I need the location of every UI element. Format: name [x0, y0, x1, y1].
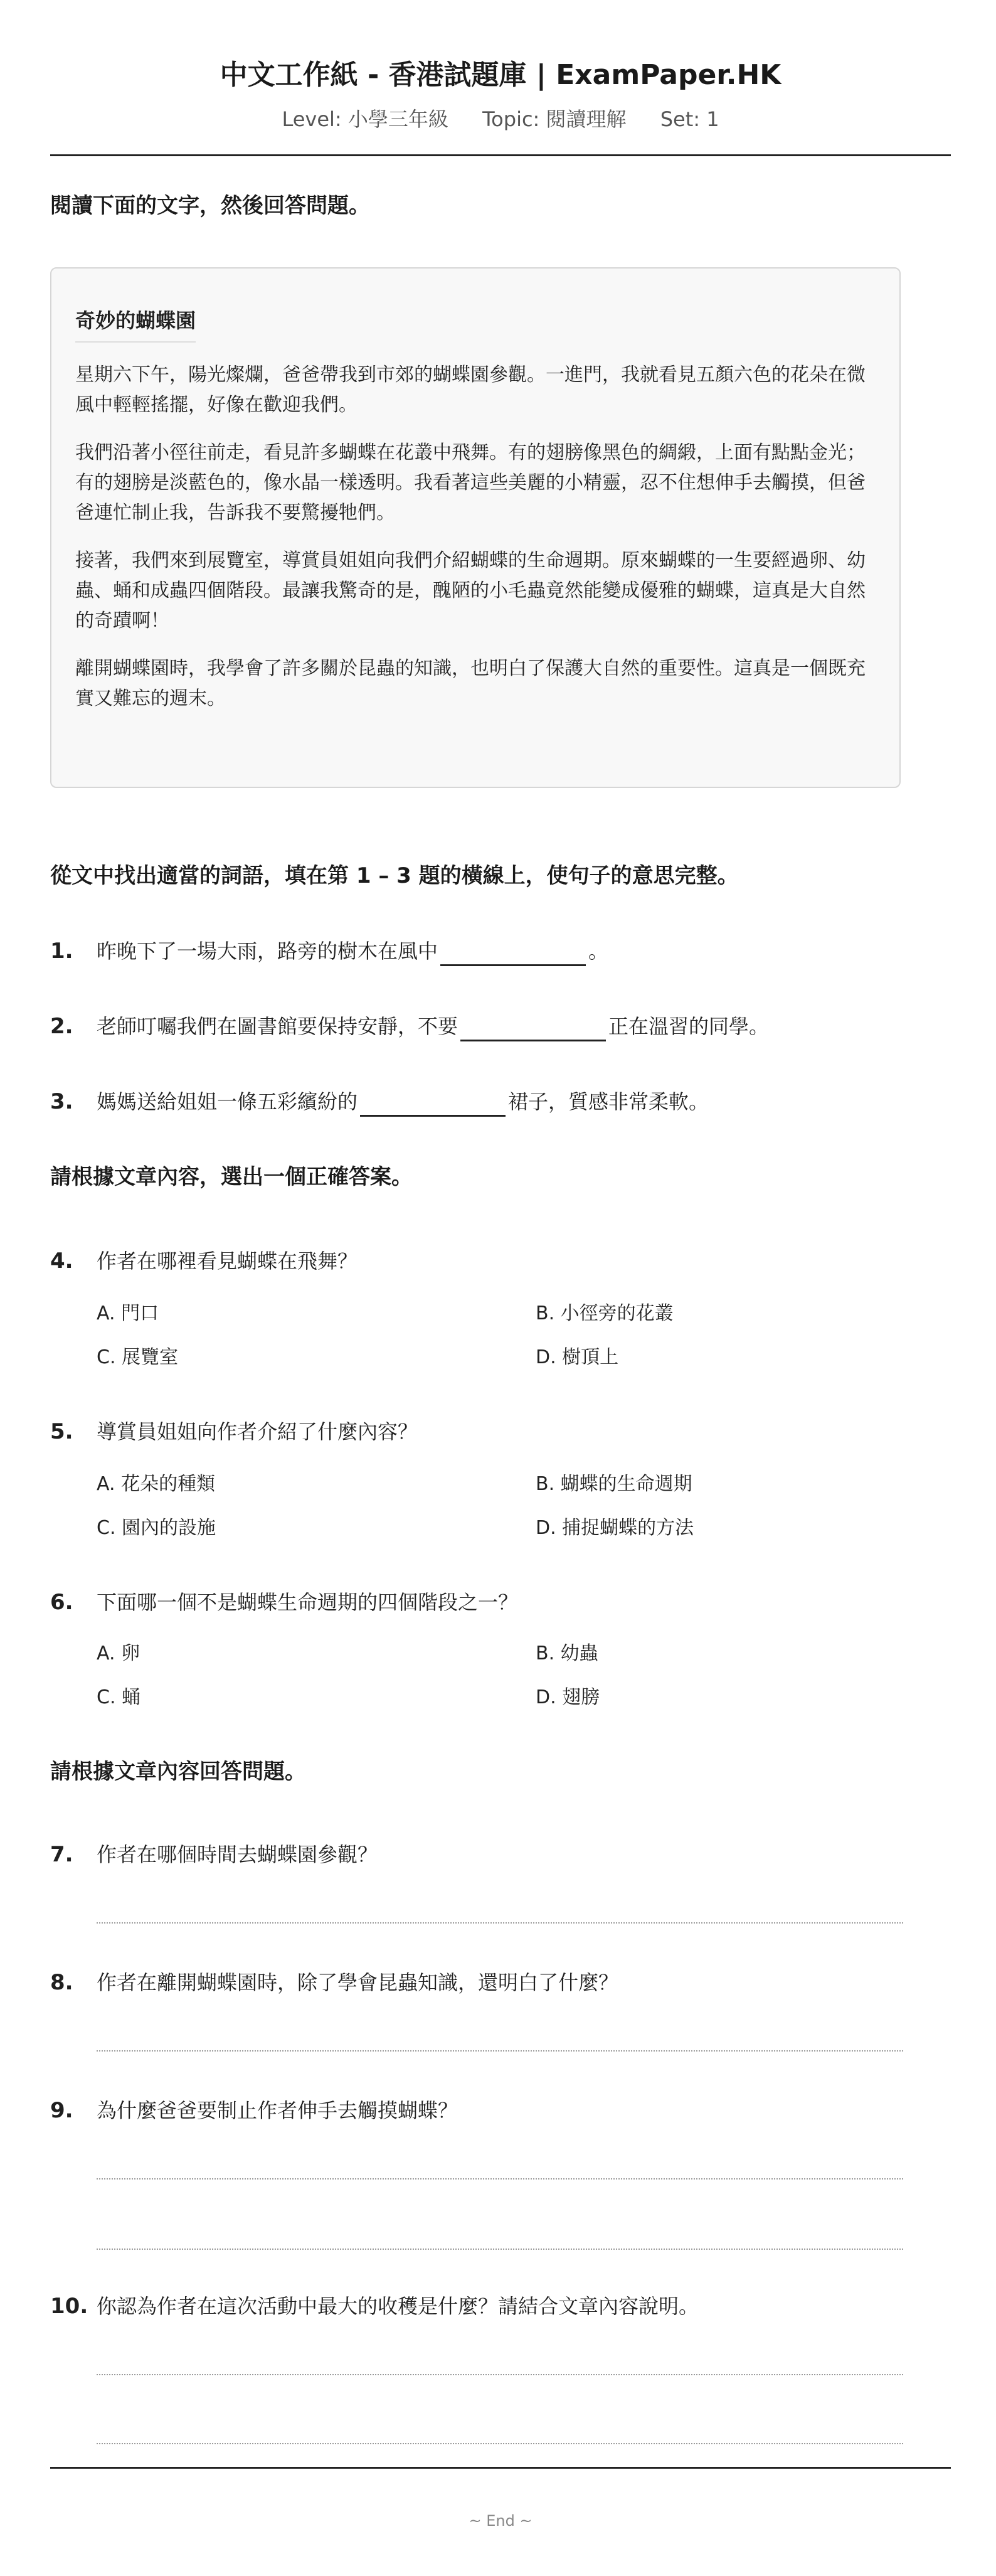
- answer-line[interactable]: [97, 2178, 903, 2179]
- mc-option[interactable]: C. 展覽室: [97, 1346, 179, 1368]
- question-text: [97, 936, 608, 966]
- question-text: 作者在哪個時間去蝴蝶園參觀？: [97, 1843, 378, 1866]
- passage-paragraph: 星期六下午，陽光燦爛，爸爸帶我到市郊的蝴蝶園參觀。一進門，我就看見五顏六色的花朵在微風中輕輕搖擺，好像在歡迎我們。: [75, 364, 866, 416]
- question-text-before: 昨晚下了一場大雨，路旁的樹木在風中: [97, 939, 438, 963]
- question-text: 為什麼爸爸要制止作者伸手去觸摸蝴蝶？: [97, 2099, 458, 2122]
- answer-line[interactable]: [97, 1922, 903, 1924]
- mc-section-instruction: 請根據文章內容，選出一個正確答案。: [50, 1164, 413, 1190]
- mc-option[interactable]: C. 蛹: [97, 1686, 141, 1708]
- question-number: 6.: [50, 1590, 73, 1615]
- footer-divider: [50, 2467, 951, 2469]
- answer-blank[interactable]: [440, 939, 586, 966]
- question-text-before: 媽媽送給姐姐一條五彩繽紛的: [97, 1090, 358, 1114]
- answer-blank[interactable]: [360, 1090, 506, 1117]
- answer-line[interactable]: [97, 2374, 903, 2375]
- header-divider: [50, 154, 951, 156]
- question-text-after: 正在溫習的同學。: [608, 1014, 770, 1038]
- page-title: 中文工作紙 - 香港試題庫 | ExamPaper.HK: [220, 59, 781, 91]
- question-number: 1.: [50, 939, 73, 964]
- mc-option[interactable]: C. 園內的設施: [97, 1517, 216, 1539]
- short-section-instruction: 請根據文章內容回答問題。: [50, 1759, 306, 1784]
- question-text: 作者在哪裡看見蝴蝶在飛舞？: [97, 1249, 358, 1273]
- mc-option[interactable]: B. 蝴蝶的生命週期: [536, 1473, 692, 1495]
- question-text: 導賞員姐姐向作者介紹了什麼內容？: [97, 1420, 418, 1444]
- passage-title: 奇妙的蝴蝶園: [75, 306, 196, 343]
- topic-label: Topic: 閱讀理解: [482, 107, 627, 131]
- reading-passage: [50, 267, 901, 788]
- set-label: Set: 1: [660, 107, 719, 131]
- answer-line[interactable]: [97, 2050, 903, 2052]
- question-number: 2.: [50, 1014, 73, 1039]
- question-number: 7.: [50, 1842, 73, 1867]
- question-number: 5.: [50, 1419, 73, 1444]
- mc-option[interactable]: D. 捕捉蝴蝶的方法: [536, 1517, 694, 1539]
- answer-line[interactable]: [97, 2249, 903, 2250]
- passage-paragraph: 我們沿著小徑往前走，看見許多蝴蝶在花叢中飛舞。有的翅膀像黑色的綢緞，上面有點點金光；有的翅膀是淡藍色的，像水晶一樣透明。我看著這些美麗的小精靈，忍不住想伸手去觸摸，但爸爸連忙制止我，告訴我不要驚擾牠們。: [75, 442, 866, 524]
- mc-option[interactable]: B. 小徑旁的花叢: [536, 1302, 674, 1324]
- question-number: 10.: [50, 2294, 88, 2319]
- question-number: 4.: [50, 1248, 73, 1274]
- mc-option[interactable]: A. 卵: [97, 1642, 140, 1664]
- reading-instruction: 閱讀下面的文字，然後回答問題。: [50, 193, 370, 218]
- fill-section-instruction: 從文中找出適當的詞語，填在第 1 – 3 題的橫線上，使句子的意思完整。: [50, 863, 739, 888]
- level-label: Level: 小學三年級: [282, 107, 448, 131]
- worksheet-header: [50, 56, 951, 133]
- answer-blank[interactable]: [460, 1014, 606, 1041]
- question-number: 9.: [50, 2098, 73, 2123]
- mc-option[interactable]: A. 花朵的種類: [97, 1473, 216, 1495]
- worksheet-page: [50, 0, 951, 2576]
- mc-option[interactable]: B. 幼蟲: [536, 1642, 598, 1664]
- question-text: 下面哪一個不是蝴蝶生命週期的四個階段之一？: [97, 1590, 519, 1614]
- question-text: 作者在離開蝴蝶園時，除了學會昆蟲知識，還明白了什麼？: [97, 1971, 619, 1994]
- question-text-before: 老師叮囑我們在圖書館要保持安靜，不要: [97, 1014, 458, 1038]
- question-text: [97, 1087, 709, 1117]
- question-text: 你認為作者在這次活動中最大的收穫是什麼？請結合文章內容說明。: [97, 2294, 699, 2318]
- passage-paragraph: 離開蝴蝶園時，我學會了許多關於昆蟲的知識，也明白了保護大自然的重要性。這真是一個既充實又難忘的週末。: [75, 657, 866, 710]
- question-text-after: 。: [588, 939, 609, 963]
- mc-option[interactable]: D. 翅膀: [536, 1686, 600, 1708]
- passage-paragraph: 接著，我們來到展覽室，導賞員姐姐向我們介紹蝴蝶的生命週期。原來蝴蝶的一生要經過卵、幼蟲、蛹和成蟲四個階段。最讓我驚奇的是，醜陋的小毛蟲竟然能變成優雅的蝴蝶，這真是大自然的奇蹟啊！: [75, 550, 866, 632]
- question-text: [97, 1011, 769, 1041]
- worksheet-meta: [50, 105, 951, 133]
- mc-option[interactable]: D. 樹頂上: [536, 1346, 619, 1368]
- question-text-after: 裙子，質感非常柔軟。: [508, 1090, 709, 1114]
- question-number: 3.: [50, 1089, 73, 1114]
- mc-option[interactable]: A. 門口: [97, 1302, 159, 1324]
- answer-line[interactable]: [97, 2443, 903, 2444]
- end-marker: ~ End ~: [469, 2512, 532, 2530]
- question-number: 8.: [50, 1970, 73, 1995]
